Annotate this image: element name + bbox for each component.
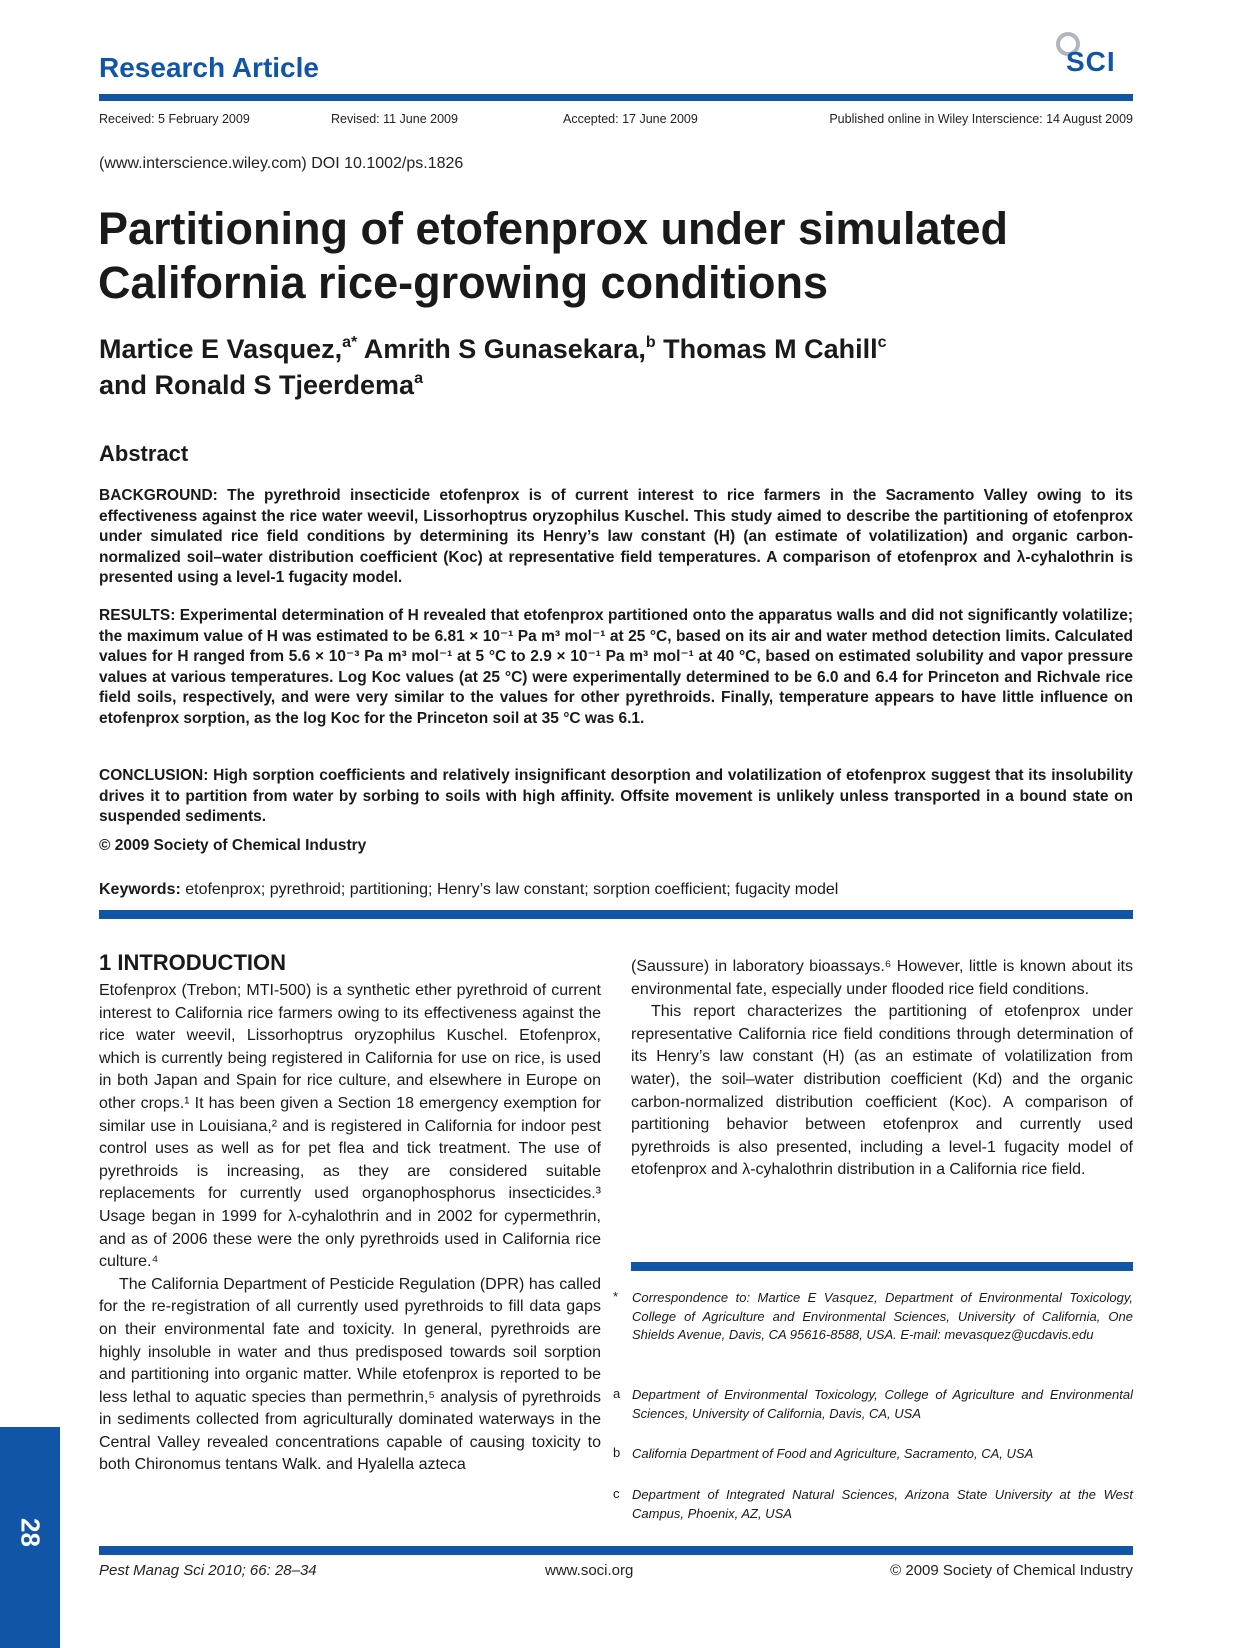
footnote-affiliation-a: Department of Environmental Toxicology, College of Agriculture and Environmental Sciences, University of California, Davis, CA, USA (632, 1387, 1133, 1421)
right-column (631, 956, 1133, 1182)
footer-rule (99, 1546, 1133, 1555)
article-title (98, 202, 1158, 310)
author-1: Martice E Vasquez, (99, 334, 343, 364)
date-published: Published online in Wiley Interscience: 14 August 2009 (829, 112, 1133, 126)
page-number-tab (0, 1427, 60, 1648)
author-2-affil: b (645, 334, 656, 351)
intro-paragraph-3: (Saussure) in laboratory bioassays.⁶ However, little is known about its environmental fate, especially under flooded rice field conditions. (631, 958, 1133, 998)
footer-website: www.soci.org (545, 1562, 634, 1579)
intro-paragraph-2: The California Department of Pesticide Regulation (DPR) has called for the re-registration of all currently used pyrethroids to fill data gaps on their environmental fate and toxicity. In general, pyrethroids are highly insoluble in water and thus predisposed towards soil sorption and partitioning into organic matter. While etofenprox is reported to be less lethal to aquatic species than permethrin,⁵ analysis of pyrethroids in sediments collected from agriculturally dominated waterways in the Central Valley revealed concentrations capable of causing toxicity to both Chironomus tentans Walk. and Hyalella azteca (99, 1275, 601, 1474)
footnote-affiliation-c: Department of Integrated Natural Sciences, Arizona State University at the West Campus, Phoenix, AZ, USA (632, 1487, 1133, 1521)
abstract-background: BACKGROUND: The pyrethroid insecticide etofenprox is of current interest to rice farmers in the Sacramento Valley owing to its effectiveness against the rice water weevil, Lissorhoptrus oryzophilus Kuschel. This study aimed to describe the partitioning of etofenprox under simulated rice field conditions by determining its Henry’s law constant (H) (an estimate of volatilization) and organic carbon-normalized soil–water distribution coefficient (Koc) at representative field temperatures. A comparison of etofenprox and λ-cyhalothrin is presented using a level-1 fugacity model. (99, 487, 1133, 586)
intro-paragraph-4: This report characterizes the partitioning of etofenprox under representative California rice field conditions through determination of its Henry’s law constant (H) (as an estimate of volatilization from water), the soil–water distribution coefficient (Kd) and the organic carbon-normalized distribution coefficient (Koc). A comparison of partitioning behavior between etofenprox and currently used pyrethroids is also presented, including a level-1 fugacity model of etofenprox and λ-cyhalothrin distribution in a California rice field. (631, 1003, 1133, 1179)
author-4: and Ronald S Tjeerdema (99, 370, 415, 400)
title-line-1: Partitioning of etofenprox under simulated (98, 203, 1009, 254)
intro-paragraph-1: Etofenprox (Trebon; MTI-500) is a synthetic ether pyrethroid of current interest to California rice farmers owing to its effectiveness against the rice water weevil, Lissorhoptrus oryzophilus Kuschel. Etofenprox, which is currently being registered in California for use on rice, is used in both Japan and Spain for rice culture, and elsewhere in Europe on other crops.¹ It has been given a Section 18 emergency exemption for similar use in Louisiana,² and is registered in California for indoor pest control uses as well as for pet flea and tick treatment. The use of pyrethroids is increasing, as they are considered suitable replacements for currently used organophosphorus insecticides.³ Usage began in 1999 for λ-cyhalothrin and in 2002 for cypermethrin, and as of 2006 these were the only pyrethroids used in California rice culture.⁴ (99, 982, 601, 1271)
footer-journal: Pest Manag Sci 2010; 66: 28–34 (99, 1562, 317, 1579)
footnote-b-mark: b (613, 1445, 621, 1460)
date-revised: Revised: 11 June 2009 (331, 112, 458, 126)
author-list (99, 331, 1099, 403)
footnote-affiliation-b: California Department of Food and Agriculture, Sacramento, CA, USA (632, 1446, 1034, 1461)
footer-copyright: © 2009 Society of Chemical Industry (890, 1562, 1133, 1579)
abstract-results: RESULTS: Experimental determination of H revealed that etofenprox partitioned onto the apparatus walls and did not significantly volatilize; the maximum value of H was estimated to be 6.81 × 10⁻¹ Pa m³ mol⁻¹ at 25 °C, based on its air and water method detection limits. Calculated values for H ranged from 5.6 × 10⁻³ Pa m³ mol⁻¹ at 5 °C to 2.9 × 10⁻¹ Pa m³ mol⁻¹ at 40 °C, based on estimated solubility and vapor pressure values at various temperatures. Log Koc values (at 25 °C) were experimentally determined to be 6.0 and 6.4 for Princeton and Richvale rice field soils, respectively, and were very similar to the values for other pyrethroids. Finally, temperature appears to have little influence on etofenprox sorption, as the log Koc for the Princeton soil at 35 °C was 6.1. (99, 607, 1133, 727)
footnote-a-mark: a (613, 1386, 621, 1401)
abstract-heading: Abstract (99, 441, 189, 466)
keywords-text: etofenprox; pyrethroid; partitioning; Henry’s law constant; sorption coefficient; fugacity model (180, 881, 839, 898)
page-number: 28 (15, 1518, 46, 1547)
header-rule (99, 94, 1133, 101)
article-type-label: Research Article (99, 52, 319, 83)
footnote-rule (631, 1262, 1133, 1271)
date-received: Received: 5 February 2009 (99, 112, 250, 126)
doi-line: (www.interscience.wiley.com) DOI 10.1002/ps.1826 (99, 155, 464, 172)
sci-logo (1052, 30, 1132, 80)
title-line-2: California rice-growing conditions (98, 257, 829, 308)
logo-text: SCI (1066, 46, 1116, 77)
author-1-affil: a* (342, 334, 358, 351)
section-heading-introduction: 1 INTRODUCTION (99, 950, 286, 975)
author-3-affil: c (877, 334, 887, 351)
author-4-affil: a (414, 370, 423, 387)
footnote-correspondence: Correspondence to: Martice E Vasquez, Department of Environmental Toxicology, College of Agriculture and Environmental Sciences, University of California, One Shields Avenue, Davis, CA 95616-8588, USA. E-mail: mevasquez@ucdavis.edu (632, 1290, 1133, 1342)
footnote-c-mark: c (613, 1486, 620, 1501)
date-accepted: Accepted: 17 June 2009 (563, 112, 698, 126)
author-3: Thomas M Cahill (655, 334, 878, 364)
footnote-corr-mark: * (613, 1289, 619, 1304)
abstract-conclusion: CONCLUSION: High sorption coefficients and relatively insignificant desorption and volatilization of etofenprox suggest that its insolubility drives it to partition from water by sorbing to soils with high affinity. Offsite movement is unlikely unless transported in a bound state on suspended sediments. (99, 767, 1133, 825)
left-column (99, 980, 601, 1477)
abstract-copyright: © 2009 Society of Chemical Industry (99, 837, 367, 854)
keywords-label: Keywords: (99, 881, 181, 898)
abstract-rule (99, 910, 1133, 919)
author-2: Amrith S Gunasekara, (357, 334, 646, 364)
keywords-line (99, 881, 1133, 899)
